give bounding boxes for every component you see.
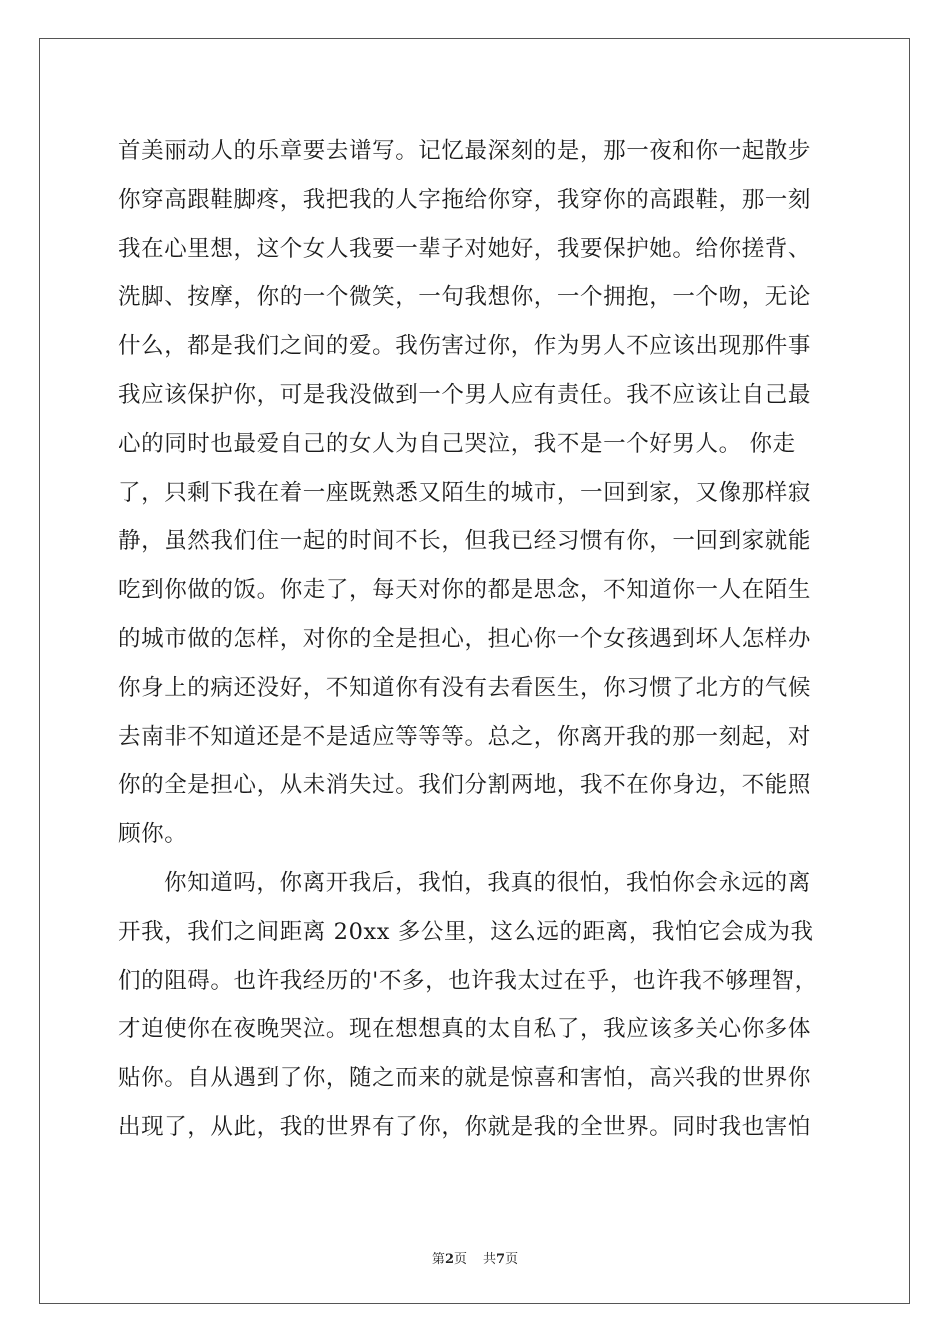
paragraph <box>118 127 834 859</box>
total-pages: 7 <box>496 1252 506 1267</box>
text-line: 顾你。 <box>118 821 188 848</box>
text-line: 的城市做的怎样，对你的全是担心，担心你一个女孩遇到坏人怎样办 <box>118 625 812 652</box>
page-prefix: 第 <box>431 1252 445 1267</box>
text-line: 贴你。自从遇到了你，随之而来的就是惊喜和害怕，高兴我的世界你 <box>118 1065 812 1092</box>
text-line: 什么，都是我们之间的爱。我伤害过你，作为男人不应该出现那件事 <box>118 333 812 360</box>
text-line: 首美丽动人的乐章要去谱写。记忆最深刻的是，那一夜和你一起散步 <box>118 138 812 164</box>
page-footer <box>0 1248 950 1267</box>
current-page: 2 <box>444 1252 454 1267</box>
document-body <box>118 127 834 1152</box>
text-line: 去南非不知道还是不是适应等等等。总之，你离开我的那一刻起，对 <box>118 723 812 750</box>
total-prefix: 共 <box>483 1252 497 1267</box>
text-line: 静，虽然我们住一起的时间不长，但我已经习惯有你，一回到家就能 <box>118 528 812 555</box>
text-line: 你知道吗，你离开我后，我怕，我真的很怕，我怕你会永远的离 <box>164 869 811 896</box>
page-suffix: 页 <box>453 1252 467 1267</box>
paragraph <box>118 859 834 1152</box>
text-line: 才迫使你在夜晚哭泣。现在想想真的太自私了，我应该多关心你多体 <box>118 1016 812 1043</box>
text-line: 了，只剩下我在着一座既熟悉又陌生的城市，一回到家，又像那样寂 <box>118 479 812 506</box>
text-line: 你穿高跟鞋脚疼，我把我的人字拖给你穿，我穿你的高跟鞋，那一刻 <box>118 186 812 213</box>
text-line: 我在心里想，这个女人我要一辈子对她好，我要保护她。给你搓背、 <box>118 235 812 262</box>
total-suffix: 页 <box>505 1252 519 1267</box>
text-line: 我应该保护你，可是我没做到一个男人应有责任。我不应该让自己最 <box>118 381 812 408</box>
text-line: 开我，我们之间距离 20xx 多公里，这么远的距离，我怕它会成为我 <box>118 918 814 945</box>
text-line: 吃到你做的饭。你走了，每天对你的都是思念，不知道你一人在陌生 <box>118 577 812 604</box>
text-line: 心的同时也最爱自己的女人为自己哭泣，我不是一个好男人。 你走 <box>118 430 796 457</box>
text-line: 洗脚、按摩，你的一个微笑，一句我想你，一个拥抱，一个吻，无论 <box>118 284 812 311</box>
page-total <box>483 1252 518 1267</box>
text-line: 你的全是担心，从未消失过。我们分割两地，我不在你身边，不能照 <box>118 772 812 799</box>
page-number <box>432 1252 467 1267</box>
text-line: 出现了，从此，我的世界有了你，你就是我的全世界。同时我也害怕 <box>118 1113 812 1140</box>
text-line: 你身上的病还没好，不知道你有没有去看医生，你习惯了北方的气候 <box>118 674 812 701</box>
text-line: 们的阻碍。也许我经历的'不多，也许我太过在乎，也许我不够理智， <box>118 967 818 994</box>
